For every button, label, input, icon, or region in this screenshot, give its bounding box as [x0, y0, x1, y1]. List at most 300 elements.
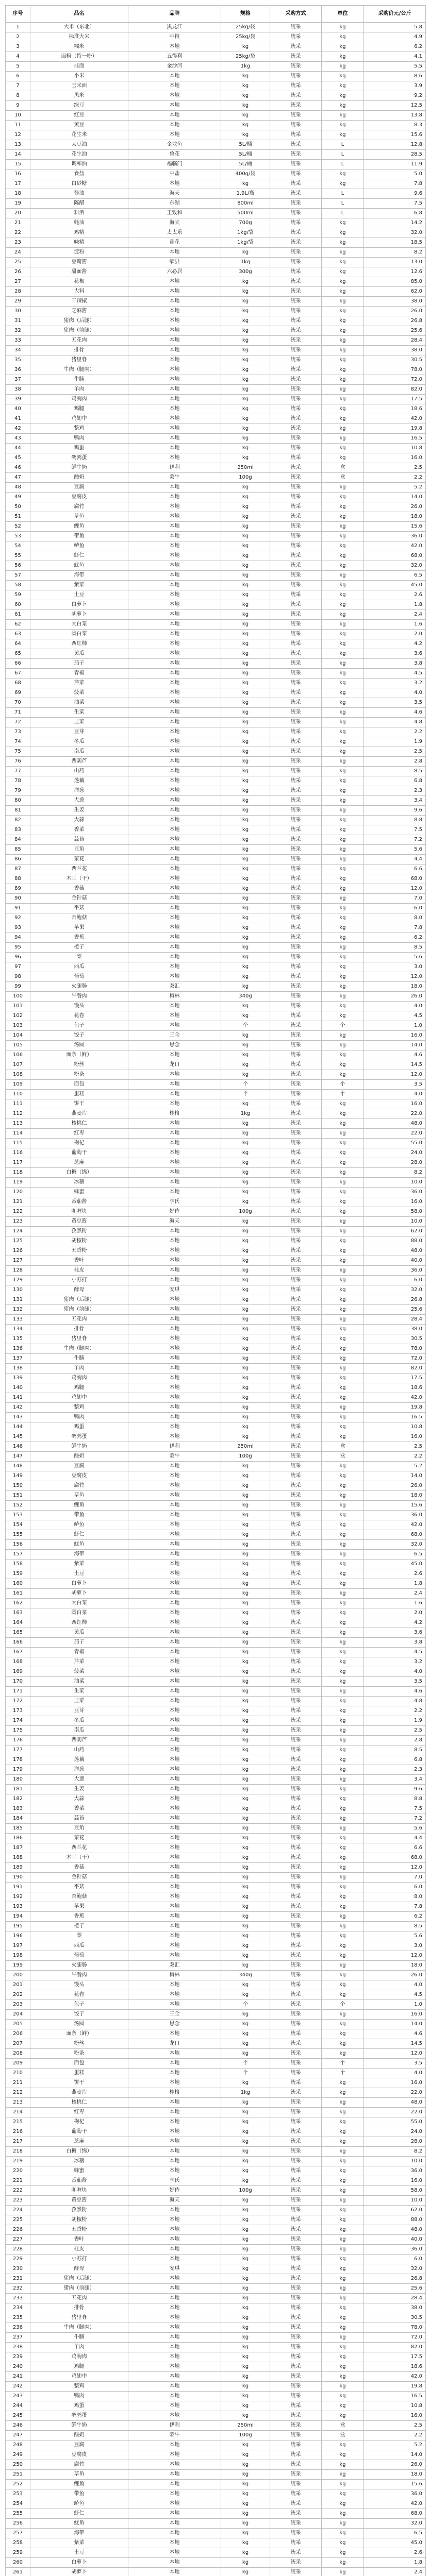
table-row [6, 1765, 426, 1775]
cell-brand: 本地 [128, 1765, 221, 1775]
cell-unit: kg [322, 786, 364, 796]
cell-unit: kg [322, 2078, 364, 2088]
cell-unit: kg [322, 2117, 364, 2127]
cell-price: 42.0 [364, 2372, 426, 2382]
cell-spec: kg [221, 2470, 270, 2480]
cell-unit: kg [322, 904, 364, 913]
cell-unit: 盒 [322, 463, 364, 473]
cell-name: 韭菜 [30, 718, 128, 727]
cell-price: 62.0 [364, 1227, 426, 1236]
cell-method: 统采 [270, 2441, 322, 2450]
cell-index: 113 [6, 1119, 30, 1129]
cell-index: 112 [6, 1109, 30, 1119]
cell-unit: kg [322, 1951, 364, 1961]
cell-name: 蛋糕 [30, 2069, 128, 2078]
cell-spec: kg [221, 1980, 270, 1990]
cell-name: 鸡翅中 [30, 1393, 128, 1403]
table-row [6, 2294, 426, 2303]
cell-unit: kg [322, 434, 364, 444]
cell-brand: 本地 [128, 1843, 221, 1853]
cell-index: 100 [6, 992, 30, 1002]
cell-name: 小苏打 [30, 1276, 128, 1285]
cell-spec: 1kg/袋 [221, 228, 270, 238]
cell-index: 87 [6, 865, 30, 874]
cell-name: 豆腐 [30, 483, 128, 493]
cell-brand: 本地 [128, 1364, 221, 1374]
cell-unit: kg [322, 2548, 364, 2558]
cell-unit: kg [322, 2538, 364, 2548]
table-row [6, 953, 426, 962]
table-row [6, 1432, 426, 1442]
cell-spec: kg [221, 1814, 270, 1824]
cell-price: 2.4 [364, 2568, 426, 2576]
cell-name: 酱油 [30, 189, 128, 199]
cell-method: 统采 [270, 267, 322, 277]
cell-method: 统采 [270, 1716, 322, 1726]
cell-method: 统采 [270, 1706, 322, 1716]
table-row [6, 81, 426, 91]
cell-price: 7.5 [364, 825, 426, 835]
cell-index: 79 [6, 786, 30, 796]
cell-spec: 个 [221, 2000, 270, 2010]
cell-price: 5.5 [364, 62, 426, 72]
cell-spec: kg [221, 1393, 270, 1403]
table-row [6, 463, 426, 473]
cell-price: 82.0 [364, 2343, 426, 2352]
cell-brand: 本地 [128, 933, 221, 943]
cell-price: 4.6 [364, 708, 426, 718]
cell-price: 2.2 [364, 1706, 426, 1716]
table-row [6, 1246, 426, 1256]
cell-name: 西瓜 [30, 962, 128, 972]
cell-method: 统采 [270, 649, 322, 659]
cell-name: 油菜 [30, 698, 128, 708]
table-row [6, 679, 426, 688]
table-row [6, 2362, 426, 2372]
cell-spec: kg [221, 2196, 270, 2206]
cell-name: 火腿肠 [30, 1961, 128, 1971]
cell-method: 统采 [270, 179, 322, 189]
cell-spec: kg [221, 816, 270, 825]
cell-unit: kg [322, 2529, 364, 2538]
cell-price: 16.0 [364, 2010, 426, 2020]
cell-brand: 本地 [128, 2294, 221, 2303]
cell-price: 22.0 [364, 1109, 426, 1119]
cell-brand: 本地 [128, 904, 221, 913]
cell-name: 鲜牛奶 [30, 463, 128, 473]
cell-name: 猪肉（后腿） [30, 1295, 128, 1305]
cell-method: 统采 [270, 189, 322, 199]
cell-brand: 本地 [128, 1540, 221, 1550]
cell-index: 58 [6, 581, 30, 590]
table-row [6, 1050, 426, 1060]
table-row [6, 42, 426, 52]
cell-spec: kg [221, 600, 270, 610]
cell-spec: kg [221, 1540, 270, 1550]
cell-index: 250 [6, 2460, 30, 2470]
cell-index: 246 [6, 2421, 30, 2431]
cell-brand: 本地 [128, 571, 221, 581]
cell-method: 统采 [270, 1207, 322, 1217]
cell-brand: 本地 [128, 727, 221, 737]
cell-name: 带鱼 [30, 532, 128, 541]
cell-name: 番茄酱 [30, 2176, 128, 2186]
cell-brand: 本地 [128, 1775, 221, 1785]
cell-unit: kg [322, 62, 364, 72]
cell-brand: 思念 [128, 2020, 221, 2029]
cell-method: 统采 [270, 1236, 322, 1246]
cell-spec: 1kg [221, 258, 270, 267]
cell-unit: kg [322, 2196, 364, 2206]
cell-price: 82.0 [364, 385, 426, 395]
cell-brand: 本地 [128, 649, 221, 659]
table-row [6, 1520, 426, 1530]
cell-price: 6.5 [364, 1550, 426, 1560]
cell-method: 统采 [270, 933, 322, 943]
table-row [6, 1188, 426, 1197]
cell-price: 28.4 [364, 336, 426, 346]
cell-name: 鸡腿 [30, 2362, 128, 2372]
table-row [6, 2392, 426, 2401]
cell-price: 7.2 [364, 1814, 426, 1824]
cell-index: 146 [6, 1442, 30, 1452]
cell-spec: kg [221, 2020, 270, 2029]
table-row [6, 1148, 426, 1158]
table-row [6, 786, 426, 796]
table-row [6, 1579, 426, 1589]
cell-unit: kg [322, 855, 364, 865]
cell-name: 鹌鹑蛋 [30, 2411, 128, 2421]
cell-name: 蒜苔 [30, 1814, 128, 1824]
cell-price: 68.0 [364, 2509, 426, 2519]
cell-method: 统采 [270, 91, 322, 101]
cell-name: 大白菜 [30, 620, 128, 630]
cell-method: 统采 [270, 1050, 322, 1060]
cell-spec: 个 [221, 2059, 270, 2069]
cell-unit: kg [322, 444, 364, 453]
table-row [6, 307, 426, 316]
cell-price: 7.8 [364, 923, 426, 933]
cell-index: 131 [6, 1295, 30, 1305]
cell-spec: kg [221, 2460, 270, 2470]
cell-unit: kg [322, 1403, 364, 1413]
cell-method: 统采 [270, 307, 322, 316]
cell-brand: 本地 [128, 2284, 221, 2294]
cell-method: 统采 [270, 1794, 322, 1804]
cell-brand: 本地 [128, 610, 221, 620]
cell-brand: 本地 [128, 669, 221, 679]
cell-index: 222 [6, 2186, 30, 2196]
cell-name: 桂皮 [30, 1266, 128, 1276]
cell-unit: kg [322, 1579, 364, 1589]
cell-price: 28.5 [364, 150, 426, 160]
cell-price: 40.0 [364, 2235, 426, 2245]
cell-price: 2.6 [364, 1569, 426, 1579]
cell-unit: kg [322, 493, 364, 502]
cell-method: 统采 [270, 1892, 322, 1902]
cell-brand: 本地 [128, 1471, 221, 1481]
table-row [6, 1804, 426, 1814]
cell-brand: 本地 [128, 835, 221, 845]
cell-spec: kg [221, 1315, 270, 1325]
cell-brand: 桂格 [128, 1109, 221, 1119]
cell-unit: kg [322, 326, 364, 336]
cell-unit: kg [322, 1011, 364, 1021]
table-row [6, 1863, 426, 1873]
table-row [6, 590, 426, 600]
cell-price: 4.6 [364, 2029, 426, 2039]
table-row [6, 238, 426, 248]
cell-index: 17 [6, 179, 30, 189]
cell-unit: kg [322, 835, 364, 845]
cell-index: 174 [6, 1716, 30, 1726]
cell-method: 统采 [270, 2127, 322, 2137]
cell-unit: kg [322, 1765, 364, 1775]
cell-index: 104 [6, 1031, 30, 1041]
cell-name: 汤圆 [30, 2020, 128, 2029]
cell-index: 44 [6, 444, 30, 453]
cell-unit: kg [322, 541, 364, 551]
cell-index: 258 [6, 2538, 30, 2548]
cell-unit: kg [322, 1638, 364, 1648]
cell-brand: 本地 [128, 551, 221, 561]
cell-name: 面粉（特一粉） [30, 52, 128, 62]
cell-unit: kg [322, 267, 364, 277]
cell-index: 64 [6, 639, 30, 649]
cell-spec: kg [221, 72, 270, 81]
cell-index: 240 [6, 2362, 30, 2372]
cell-spec: kg [221, 1804, 270, 1814]
cell-name: 粉条 [30, 2049, 128, 2059]
cell-name: 鸡翅中 [30, 2372, 128, 2382]
cell-unit: 个 [322, 2069, 364, 2078]
cell-price: 2.6 [364, 590, 426, 600]
cell-spec: 100g [221, 2186, 270, 2196]
cell-brand: 本地 [128, 1579, 221, 1589]
cell-price: 4.5 [364, 1011, 426, 1021]
cell-method: 统采 [270, 2421, 322, 2431]
cell-price: 58.0 [364, 2186, 426, 2196]
cell-brand: 本地 [128, 1070, 221, 1080]
cell-spec: kg [221, 1530, 270, 1540]
cell-method: 统采 [270, 2392, 322, 2401]
cell-unit: kg [322, 1099, 364, 1109]
cell-price: 8.0 [364, 913, 426, 923]
table-row [6, 1285, 426, 1295]
cell-spec: kg [221, 1129, 270, 1139]
cell-unit: kg [322, 365, 364, 375]
cell-method: 统采 [270, 737, 322, 747]
cell-method: 统采 [270, 522, 322, 532]
cell-unit: kg [322, 933, 364, 943]
cell-method: 统采 [270, 1736, 322, 1745]
cell-spec: 个 [221, 1080, 270, 1090]
cell-price: 82.0 [364, 1364, 426, 1374]
table-row [6, 150, 426, 160]
cell-index: 239 [6, 2352, 30, 2362]
cell-brand: 本地 [128, 1931, 221, 1941]
cell-brand: 本地 [128, 1550, 221, 1560]
cell-unit: kg [322, 2352, 364, 2362]
cell-price: 78.0 [364, 1344, 426, 1354]
cell-unit: kg [322, 2333, 364, 2343]
table-row [6, 2470, 426, 2480]
cell-index: 60 [6, 600, 30, 610]
cell-method: 统采 [270, 1285, 322, 1295]
cell-name: 木耳（干） [30, 874, 128, 884]
cell-spec: kg [221, 2489, 270, 2499]
cell-index: 196 [6, 1931, 30, 1941]
cell-unit: kg [322, 336, 364, 346]
cell-brand: 本地 [128, 365, 221, 375]
table-row [6, 1706, 426, 1716]
cell-method: 统采 [270, 150, 322, 160]
table-row [6, 1422, 426, 1432]
cell-spec: kg [221, 776, 270, 786]
cell-price: 16.0 [364, 2411, 426, 2421]
cell-spec: kg [221, 590, 270, 600]
table-row [6, 1031, 426, 1041]
cell-method: 统采 [270, 1697, 322, 1706]
cell-price: 14.5 [364, 2039, 426, 2049]
table-row [6, 825, 426, 835]
cell-brand: 本地 [128, 2548, 221, 2558]
cell-brand: 好侍 [128, 2186, 221, 2196]
cell-method: 统采 [270, 1364, 322, 1374]
cell-method: 统采 [270, 2225, 322, 2235]
cell-spec: kg [221, 365, 270, 375]
cell-price: 17.5 [364, 1374, 426, 1383]
cell-method: 统采 [270, 1951, 322, 1961]
cell-brand: 本地 [128, 1374, 221, 1383]
table-row [6, 1608, 426, 1618]
cell-name: 橙子 [30, 1922, 128, 1931]
cell-name: 绿豆 [30, 101, 128, 111]
cell-price: 28.4 [364, 1315, 426, 1325]
cell-method: 统采 [270, 258, 322, 267]
cell-unit: kg [322, 727, 364, 737]
cell-brand: 思念 [128, 1041, 221, 1050]
cell-name: 五花肉 [30, 336, 128, 346]
table-row [6, 913, 426, 923]
cell-brand: 本地 [128, 1824, 221, 1834]
cell-index: 234 [6, 2303, 30, 2313]
cell-price: 6.2 [364, 42, 426, 52]
cell-name: 芹菜 [30, 679, 128, 688]
cell-index: 254 [6, 2499, 30, 2509]
cell-method: 统采 [270, 1834, 322, 1843]
cell-name: 午餐肉 [30, 992, 128, 1002]
cell-spec: kg [221, 874, 270, 884]
cell-brand: 本地 [128, 943, 221, 953]
table-row [6, 1276, 426, 1285]
cell-price: 36.0 [364, 1511, 426, 1520]
cell-name: 葡萄干 [30, 2127, 128, 2137]
cell-method: 统采 [270, 1824, 322, 1834]
cell-index: 260 [6, 2558, 30, 2568]
cell-index: 169 [6, 1667, 30, 1677]
cell-name: 白糖（绵） [30, 2147, 128, 2157]
cell-price: 42.0 [364, 2499, 426, 2509]
cell-brand: 本地 [128, 1511, 221, 1520]
cell-name: 酸奶 [30, 1452, 128, 1462]
table-row [6, 571, 426, 581]
cell-unit: kg [322, 404, 364, 414]
cell-name: 冰糖 [30, 1178, 128, 1188]
cell-method: 统采 [270, 2568, 322, 2576]
table-row [6, 2421, 426, 2431]
cell-brand: 本地 [128, 581, 221, 590]
cell-index: 178 [6, 1755, 30, 1765]
cell-index: 186 [6, 1834, 30, 1843]
cell-method: 统采 [270, 1325, 322, 1334]
cell-brand: 王致和 [128, 209, 221, 218]
cell-brand: 本地 [128, 865, 221, 874]
cell-unit: kg [322, 1188, 364, 1197]
cell-brand: 本地 [128, 355, 221, 365]
cell-brand: 本地 [128, 2460, 221, 2470]
cell-method: 统采 [270, 953, 322, 962]
cell-name: 紫菜 [30, 1560, 128, 1569]
cell-name: 鲈鱼 [30, 1520, 128, 1530]
cell-method: 统采 [270, 52, 322, 62]
cell-spec: kg [221, 1119, 270, 1129]
cell-name: 标准大米 [30, 32, 128, 42]
cell-price: 3.6 [364, 649, 426, 659]
cell-brand: 本地 [128, 1188, 221, 1197]
cell-spec: kg [221, 1325, 270, 1334]
cell-brand: 本地 [128, 444, 221, 453]
cell-index: 21 [6, 218, 30, 228]
cell-index: 118 [6, 1168, 30, 1178]
cell-spec: kg [221, 316, 270, 326]
cell-price: 2.3 [364, 786, 426, 796]
cell-brand: 亨氏 [128, 1197, 221, 1207]
cell-method: 统采 [270, 962, 322, 972]
cell-brand: 本地 [128, 1119, 221, 1129]
cell-index: 128 [6, 1266, 30, 1276]
cell-unit: kg [322, 698, 364, 708]
cell-spec: kg [221, 2284, 270, 2294]
cell-brand: 本地 [128, 972, 221, 982]
cell-method: 统采 [270, 1501, 322, 1511]
cell-name: 羊肉 [30, 1364, 128, 1374]
table-row [6, 1413, 426, 1422]
cell-brand: 本地 [128, 1657, 221, 1667]
cell-index: 65 [6, 649, 30, 659]
cell-index: 98 [6, 972, 30, 982]
cell-spec: 340g [221, 1971, 270, 1980]
table-row [6, 218, 426, 228]
cell-name: 葡萄 [30, 972, 128, 982]
cell-price: 6.0 [364, 1883, 426, 1892]
table-row [6, 2020, 426, 2029]
cell-name: 豆瓣酱 [30, 258, 128, 267]
cell-price: 2.2 [364, 2431, 426, 2441]
cell-index: 57 [6, 571, 30, 581]
cell-price: 2.6 [364, 2548, 426, 2558]
cell-name: 馒头 [30, 1002, 128, 1011]
cell-brand: 本地 [128, 1227, 221, 1236]
cell-index: 29 [6, 297, 30, 307]
table-row [6, 1374, 426, 1383]
cell-index: 34 [6, 346, 30, 355]
cell-price: 6.8 [364, 776, 426, 786]
cell-unit: kg [322, 1834, 364, 1843]
table-row [6, 1755, 426, 1765]
cell-unit: kg [322, 2313, 364, 2323]
cell-brand: 本地 [128, 776, 221, 786]
